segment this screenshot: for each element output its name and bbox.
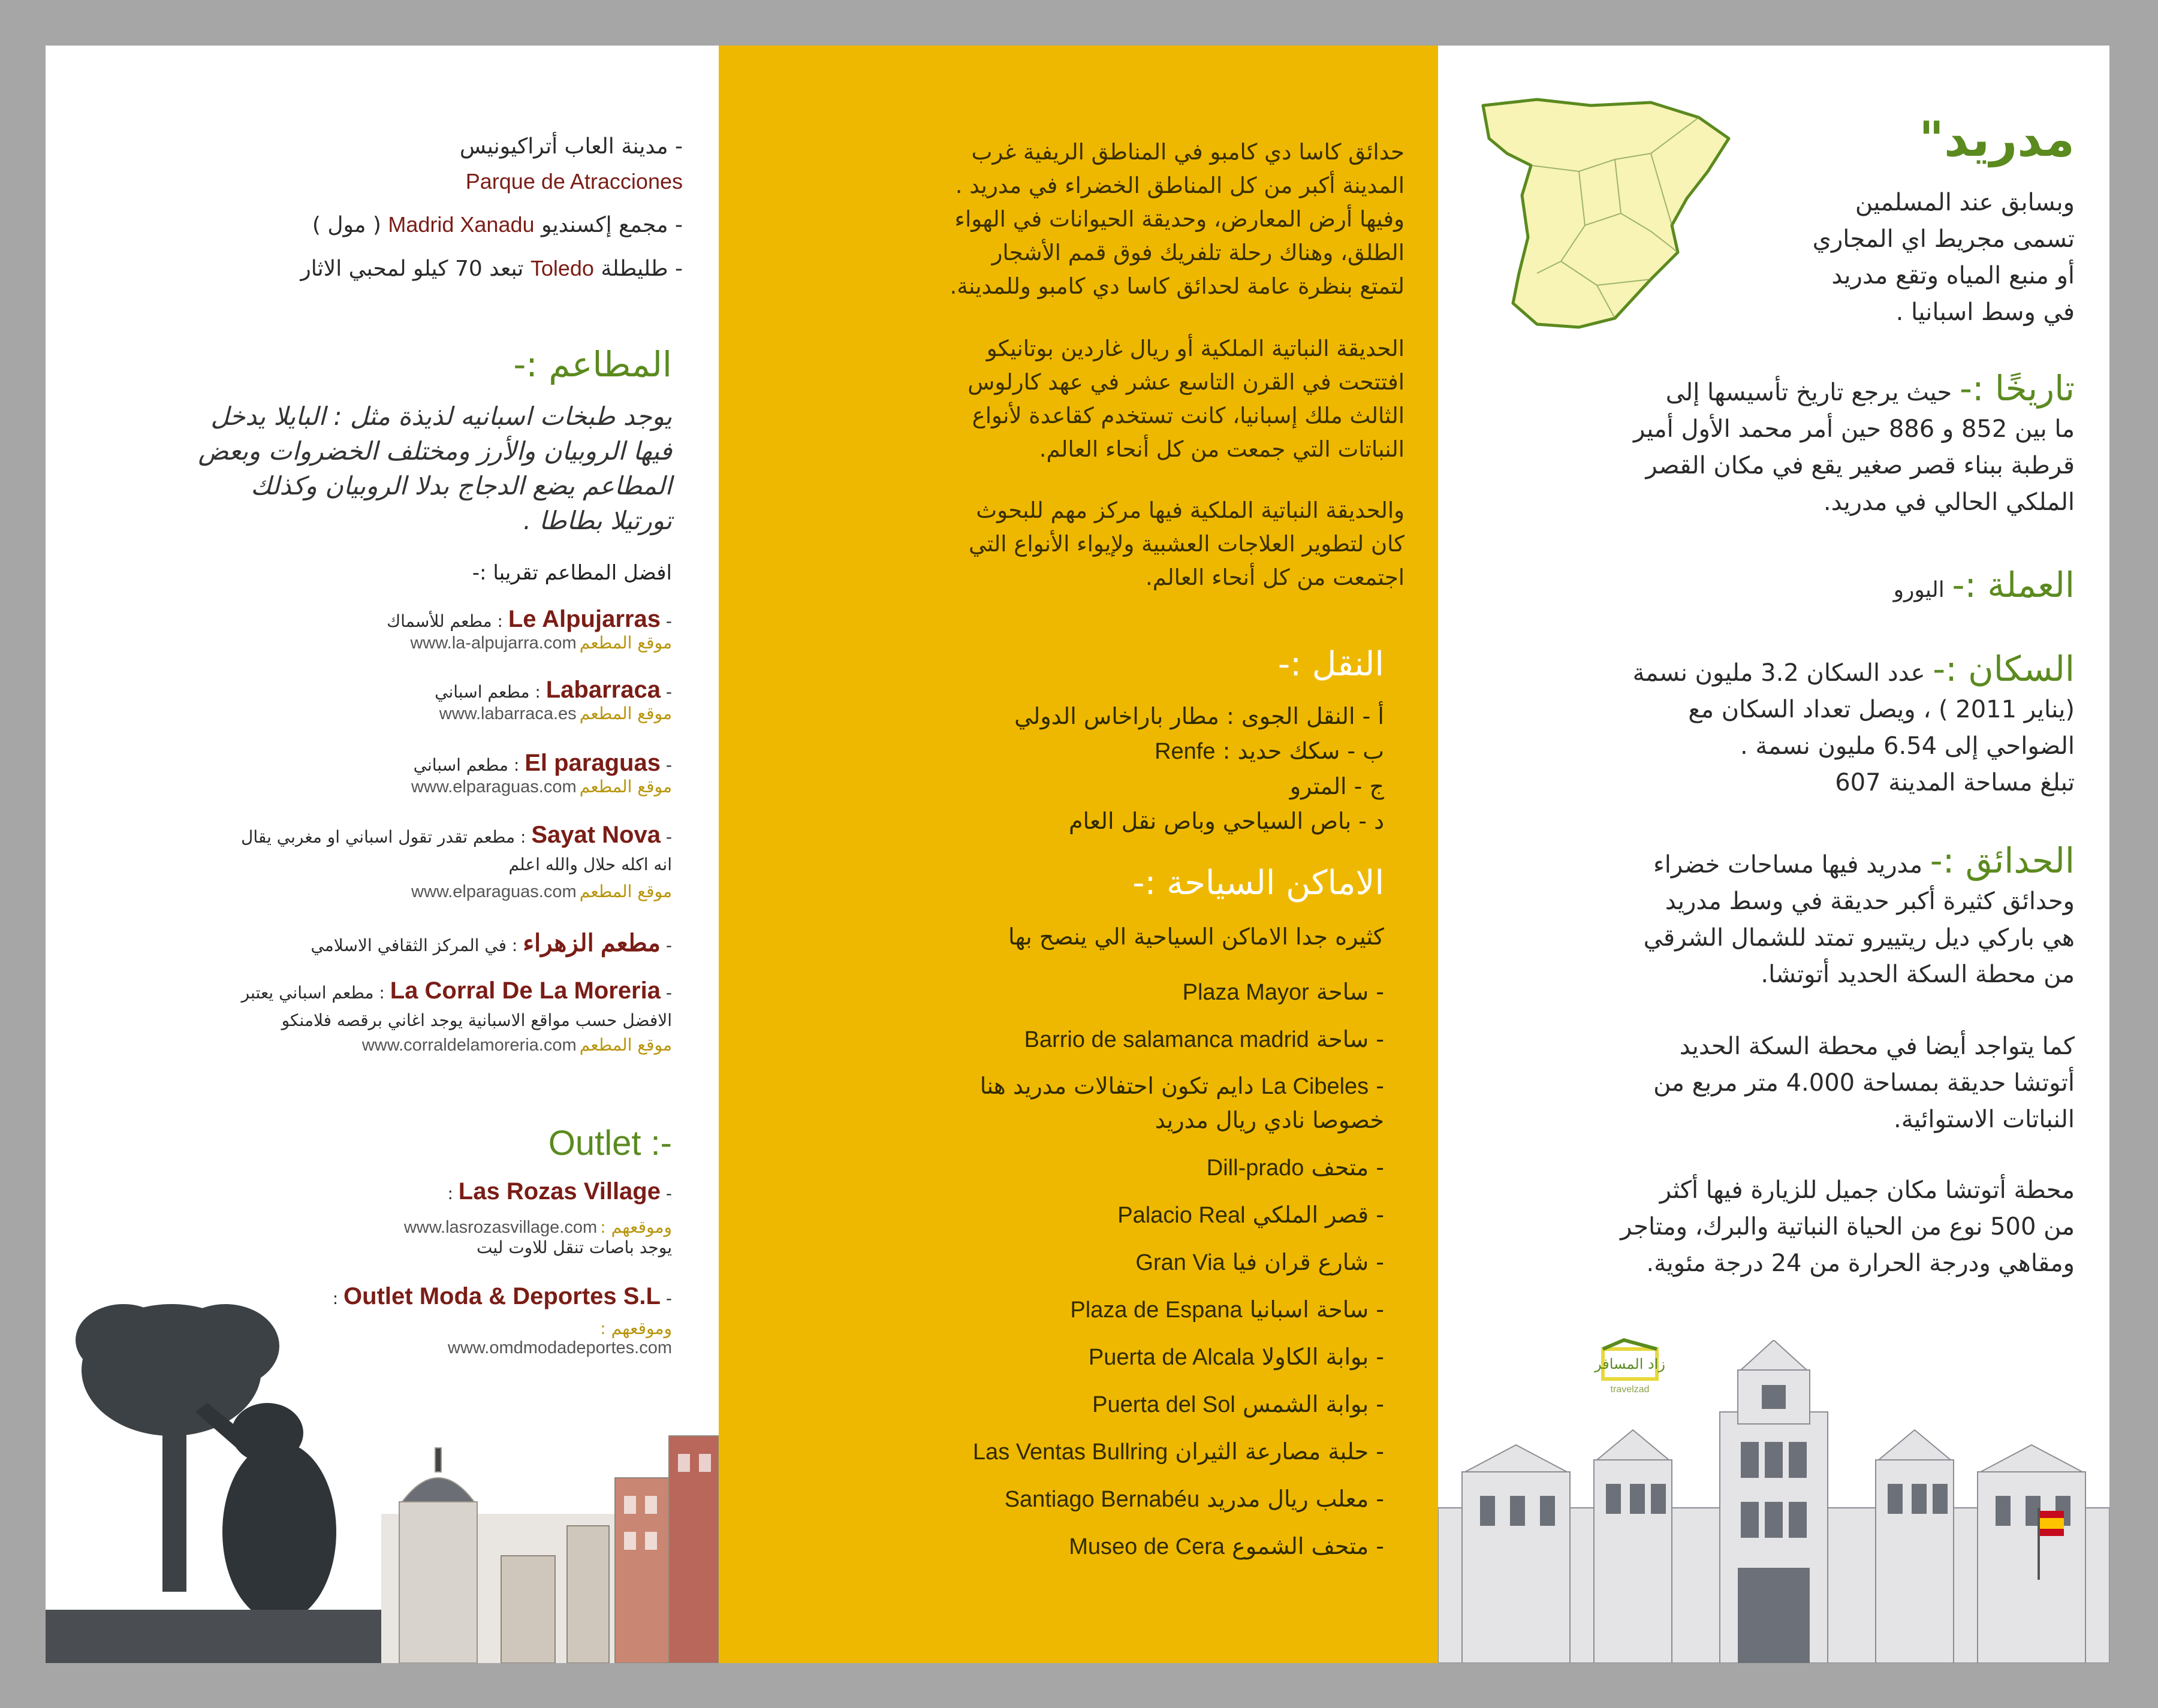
botanical-garden-paragraph: [745, 332, 1404, 466]
gardens-line: هي باركي ديل ريتييرو تمتد للشمال الشرقي: [1643, 924, 2075, 952]
place-ar: - معلب ريال مدريد: [1207, 1486, 1384, 1512]
restaurant-item: - Labarraca : مطعم اسباني موقع المطعم www.labarraca.es: [435, 677, 672, 723]
population-line: عدد السكان 3.2 مليون نسمة: [1632, 659, 1925, 687]
attractions-list: [83, 129, 683, 286]
restaurant-url[interactable]: www.la-alpujarra.com: [410, 633, 577, 653]
attraction-en: Toledo: [530, 256, 594, 280]
outlet-name: Las Rozas Village: [458, 1178, 661, 1205]
place-en: Puerta del Sol: [1092, 1392, 1235, 1417]
restaurant-list: [73, 606, 672, 1067]
restaurant-name: Labarraca: [545, 677, 661, 703]
cibeles-palace-photo: [1438, 1340, 2109, 1663]
attraction-item: [83, 251, 683, 286]
transport-item: [755, 734, 1384, 769]
place-ar: - شارع قران فيا: [1232, 1249, 1384, 1275]
gardens-line: مدريد فيها مساحات خضراء: [1653, 851, 1923, 879]
population-line: (يناير 2011 ) ، ويصل تعداد السكان مع: [1688, 696, 2075, 723]
restaurant-url[interactable]: www.corraldelamoreria.com: [361, 1036, 577, 1055]
intro-line: تسمى مجريط اي المجاري: [1812, 225, 2075, 253]
right-panel: [1438, 46, 2109, 1663]
place-en: La Cibeles: [1261, 1074, 1369, 1099]
intro-line: المطاعم يضع الدجاج بدلا الروبيان وكذلك: [251, 471, 672, 500]
place-item: [755, 1333, 1384, 1381]
paragraph-line: اجتمعت من كل أنحاء العالم.: [1145, 565, 1404, 590]
restaurant-item: - Le Alpujarras : مطعم للأسماك موقع المطعم www.la-alpujarra.com: [387, 606, 672, 653]
outlet-heading: Outlet :-: [548, 1124, 672, 1163]
place-item: [755, 1428, 1384, 1475]
place-item: [755, 1239, 1384, 1286]
restaurant-name: مطعم الزهراء: [523, 930, 661, 956]
places-list: [755, 968, 1384, 1570]
middle-panel: [719, 46, 1438, 1663]
atocha-garden-paragraph: [1463, 1028, 2075, 1138]
place-en: Dill-prado: [1206, 1155, 1304, 1181]
population-label: السكان :-: [1933, 648, 2075, 689]
site-label: وموقعهم :: [600, 1318, 672, 1338]
place-en: Puerta de Alcala: [1088, 1345, 1255, 1370]
transport-list: [755, 699, 1384, 838]
restaurant-desc: مطعم تقدر تقول اسباني او مغربي يقال: [241, 827, 516, 847]
intro-line: في وسط اسبانيا .: [1895, 298, 2075, 326]
place-item: [755, 1144, 1384, 1191]
intro-line: فيها الروبيان والأرز ومختلف الخضروات وبعض: [198, 436, 672, 466]
place-item: [755, 1191, 1384, 1239]
restaurant-name: Le Alpujarras: [508, 606, 661, 632]
place-item: [755, 968, 1384, 1016]
place-ar: - حلبة مصارعة الثيران: [1175, 1438, 1384, 1465]
place-ar: - ساحة: [1316, 1026, 1384, 1052]
place-ar: دايم تكون احتفالات مدريد هنا: [979, 1073, 1254, 1099]
madrid-title: مدريد": [1919, 111, 2075, 167]
attraction-ar: - طليطلة: [601, 256, 683, 281]
outlet-url[interactable]: www.omdmodadeportes.com: [448, 1338, 672, 1357]
madrid-intro: [1703, 185, 2075, 331]
outlet-url[interactable]: www.lasrozasvillage.com: [403, 1218, 598, 1237]
outlet-item: - Las Rozas Village : وموقعهم : www.lasrozasvillage.com يوجد باصات تنقل للاوت ليت: [73, 1178, 672, 1283]
place-item: [755, 1063, 1384, 1144]
best-restaurants-label: افضل المطاعم تقريبا :-: [472, 561, 672, 585]
currency-label: العملة :-: [1952, 565, 2075, 605]
place-en: Palacio Real: [1117, 1203, 1246, 1228]
restaurant-url[interactable]: www.labarraca.es: [439, 704, 577, 723]
attraction-ar: تبعد 70 كيلو لمحبي الاثار: [300, 256, 524, 281]
gardens-line: من 500 نوع من الحياة النباتية والبرك، ومتاجر: [1620, 1213, 2075, 1241]
place-en: Plaza Mayor: [1182, 980, 1309, 1005]
gardens-line: النباتات الاستوائية.: [1894, 1106, 2075, 1133]
place-ar: - ساحة اسبانيا: [1249, 1296, 1384, 1323]
outlet-name: Outlet Moda & Deportes S.L: [343, 1283, 661, 1309]
gardens-line: ومقاهي ودرجة الحرارة من 24 درجة مئوية.: [1646, 1250, 2075, 1277]
site-label: موقع المطعم: [579, 777, 672, 796]
restaurants-heading: المطاعم :-: [513, 344, 672, 385]
population-line: تبلغ مساحة المدينة 607: [1835, 769, 2075, 796]
restaurant-item: - مطعم الزهراء : في المركز الثقافي الاسلامي: [311, 930, 672, 956]
gardens-line: كما يتواجد أيضا في محطة السكة الحديد: [1679, 1033, 2075, 1060]
paragraph-line: المدينة أكبر من كل المناطق الخضراء في مدريد .: [955, 173, 1404, 198]
site-label: موقع المطعم: [579, 882, 672, 901]
paragraph-line: الطلق، وهناك رحلة تلفريك فوق قمم الأشجار: [991, 240, 1404, 265]
place-en: Santiago Bernabéu: [1004, 1487, 1200, 1512]
place-ar: - متحف الشموع: [1232, 1533, 1384, 1559]
history-section: [1463, 370, 2075, 521]
outlet-item: - Outlet Moda & Deportes S.L : وموقعهم : www.omdmodadeportes.com: [73, 1283, 672, 1358]
population-line: الضواحي إلى 6.54 مليون نسمة .: [1740, 732, 2075, 760]
place-item: [755, 1381, 1384, 1428]
atocha-station-paragraph: [1463, 1172, 2075, 1282]
restaurant-item: - La Corral De La Moreria : مطعم اسباني يعتبر الافضل حسب مواقع الاسبانية يوجد اغاني برقصه فلامنكو موقع المطعم www.corraldelamoreria.com: [73, 977, 672, 1067]
history-line: الملكي الحالي في مدريد.: [1823, 488, 2075, 516]
restaurant-url[interactable]: www.elparaguas.com: [411, 882, 577, 901]
history-label: تاريخًا :-: [1960, 368, 2075, 409]
attraction-ar: ( مول ): [312, 213, 381, 237]
place-en: Barrio de salamanca madrid: [1024, 1027, 1309, 1052]
tourism-heading: الاماكن السياحة :-: [1132, 864, 1384, 903]
gardens-label: الحدائق :-: [1930, 840, 2075, 881]
gardens-line: وحدائق كثيرة أكبر حديقة في وسط مدريد: [1665, 888, 2075, 915]
place-en: Gran Via: [1135, 1250, 1225, 1275]
restaurant-desc: مطعم اسباني: [413, 755, 508, 775]
transport-item: ج - المترو: [1289, 773, 1384, 799]
place-item: [755, 1523, 1384, 1570]
bear-statue-photo: [46, 1274, 719, 1663]
restaurant-desc: مطعم للأسماك: [387, 611, 492, 631]
history-line: قرطبة ببناء قصر صغير يقع في مكان القصر: [1645, 452, 2075, 479]
paragraph-line: الثالث ملك إسبانيا، كانت تستخدم كقاعدة لأنواع: [972, 403, 1404, 428]
restaurant-desc-2: انه اكله حلال والله اعلم: [508, 855, 672, 874]
restaurant-desc-2: الافضل حسب مواقع الاسبانية يوجد اغاني برقصه فلامنكو: [281, 1010, 672, 1030]
paragraph-line: النباتات التي جمعت من كل أنحاء العالم.: [1039, 436, 1404, 462]
intro-line: يوجد طبخات اسبانيه لذيذة مثل : البايلا يدخل: [210, 402, 672, 431]
attraction-item: [83, 129, 683, 164]
site-label: وموقعهم :: [600, 1217, 672, 1237]
paragraph-line: كان لتطوير العلاجات العشبية ولإيواء الأنواع التي: [968, 531, 1404, 557]
restaurant-url[interactable]: www.elparaguas.com: [411, 777, 577, 796]
transport-item: د - باص السياحي وباص نقل العام: [1068, 808, 1384, 834]
history-line: ما بين 852 و 886 حين أمر محمد الأول أمير: [1633, 415, 2075, 443]
attraction-en: Parque de Atracciones: [465, 169, 683, 194]
place-item: [755, 1016, 1384, 1063]
place-ar: - قصر الملكي: [1252, 1202, 1384, 1228]
place-item: [755, 1475, 1384, 1523]
restaurants-intro: [85, 399, 672, 538]
gardens-line: من محطة السكة الحديد أتوتشا.: [1761, 961, 2075, 988]
place-ar: - بوابة الكاولا: [1261, 1344, 1384, 1370]
transport-item: أ - النقل الجوى : مطار باراخاس الدولي: [1014, 703, 1384, 729]
casa-de-campo-paragraph: [745, 135, 1404, 303]
intro-line: تورتيلا بطاطا .: [523, 506, 672, 535]
place-ar: -: [1376, 1073, 1384, 1099]
gardens-line: أتوتشا حديقة بمساحة 4.000 متر مربع من: [1653, 1069, 2075, 1097]
gardens-line: محطة أتوتشا مكان جميل للزيارة فيها أكثر: [1659, 1176, 2075, 1204]
paragraph-line: وفيها أرض المعارض، وحديقة الحيوانات في الهواء: [954, 206, 1404, 232]
place-ar: - بوابة الشمس: [1242, 1391, 1384, 1417]
gardens-section: [1463, 840, 2075, 993]
paragraph-line: الحديقة النباتية الملكية أو ريال غاردين بوتانيكو: [986, 336, 1404, 361]
population-section: [1463, 648, 2075, 801]
transport-en: Renfe: [1155, 739, 1216, 764]
place-en: Las Ventas Bullring: [972, 1440, 1168, 1465]
site-label: موقع المطعم: [579, 704, 672, 723]
restaurant-name: Sayat Nova: [531, 822, 661, 848]
research-center-paragraph: [745, 494, 1404, 595]
paragraph-line: افتتحت في القرن التاسع عشر في عهد كارلوس: [968, 369, 1404, 395]
paragraph-line: لتمتع بنظرة عامة لحدائق كاسا دي كامبو وللمدينة.: [950, 273, 1404, 299]
restaurant-name: El paraguas: [525, 750, 661, 776]
place-ar: - متحف: [1311, 1154, 1384, 1181]
paragraph-line: والحديقة النباتية الملكية فيها مركز مهم للبحوث: [976, 497, 1404, 523]
restaurant-item: - El paraguas : مطعم اسباني موقع المطعم www.elparaguas.com: [411, 750, 672, 796]
place-en: Museo de Cera: [1069, 1534, 1225, 1559]
transport-heading: النقل :-: [1277, 645, 1384, 684]
restaurant-desc: مطعم اسباني: [435, 682, 530, 702]
attraction-en: Madrid Xanadu: [388, 212, 535, 237]
attraction-item: [83, 207, 683, 243]
restaurant-name: La Corral De La Moreria: [390, 977, 661, 1004]
restaurant-desc: في المركز الثقافي الاسلامي: [311, 936, 507, 955]
transport-label: ب - سكك حديد :: [1222, 738, 1384, 764]
logo-en: travelzad: [1610, 1384, 1650, 1395]
history-line: حيث يرجع تاريخ تأسيسها إلى: [1665, 379, 1952, 406]
restaurant-item: - Sayat Nova : مطعم تقدر تقول اسباني او مغربي يقال انه اكله حلال والله اعلم موقع المطعم www.elparaguas.com: [73, 822, 672, 930]
place-ar: - ساحة: [1316, 979, 1384, 1005]
outlet-note: يوجد باصات تنقل للاوت ليت: [476, 1238, 672, 1257]
restaurant-desc: مطعم اسباني يعتبر: [241, 983, 374, 1003]
intro-line: أو منبع المياه وتقع مدريد: [1831, 262, 2075, 289]
attraction-ar: - مدينة العاب أتراكيونيس: [459, 134, 683, 159]
logo-ar: زاد المسافر: [1595, 1356, 1665, 1372]
currency-value: اليورو: [1893, 578, 1945, 602]
place-en: Plaza de Espana: [1070, 1297, 1243, 1323]
intro-line: وبسابق عند المسلمين: [1855, 189, 2075, 216]
place-note: خصوصا نادي ريال مدريد: [1155, 1107, 1384, 1133]
paragraph-line: حدائق كاسا دي كامبو في المناطق الريفية غرب: [971, 139, 1404, 165]
currency-section: [1894, 567, 2075, 608]
place-item: [755, 1286, 1384, 1333]
metropolis-building: [399, 1448, 477, 1663]
tourism-intro: كثيره جدا الاماكن السياحية الي ينصح بها: [1008, 924, 1384, 950]
site-label: موقع المطعم: [579, 1035, 672, 1055]
site-label: موقع المطعم: [579, 633, 672, 653]
left-panel: [46, 46, 719, 1663]
attraction-ar: - مجمع إكسنديو: [541, 213, 683, 237]
